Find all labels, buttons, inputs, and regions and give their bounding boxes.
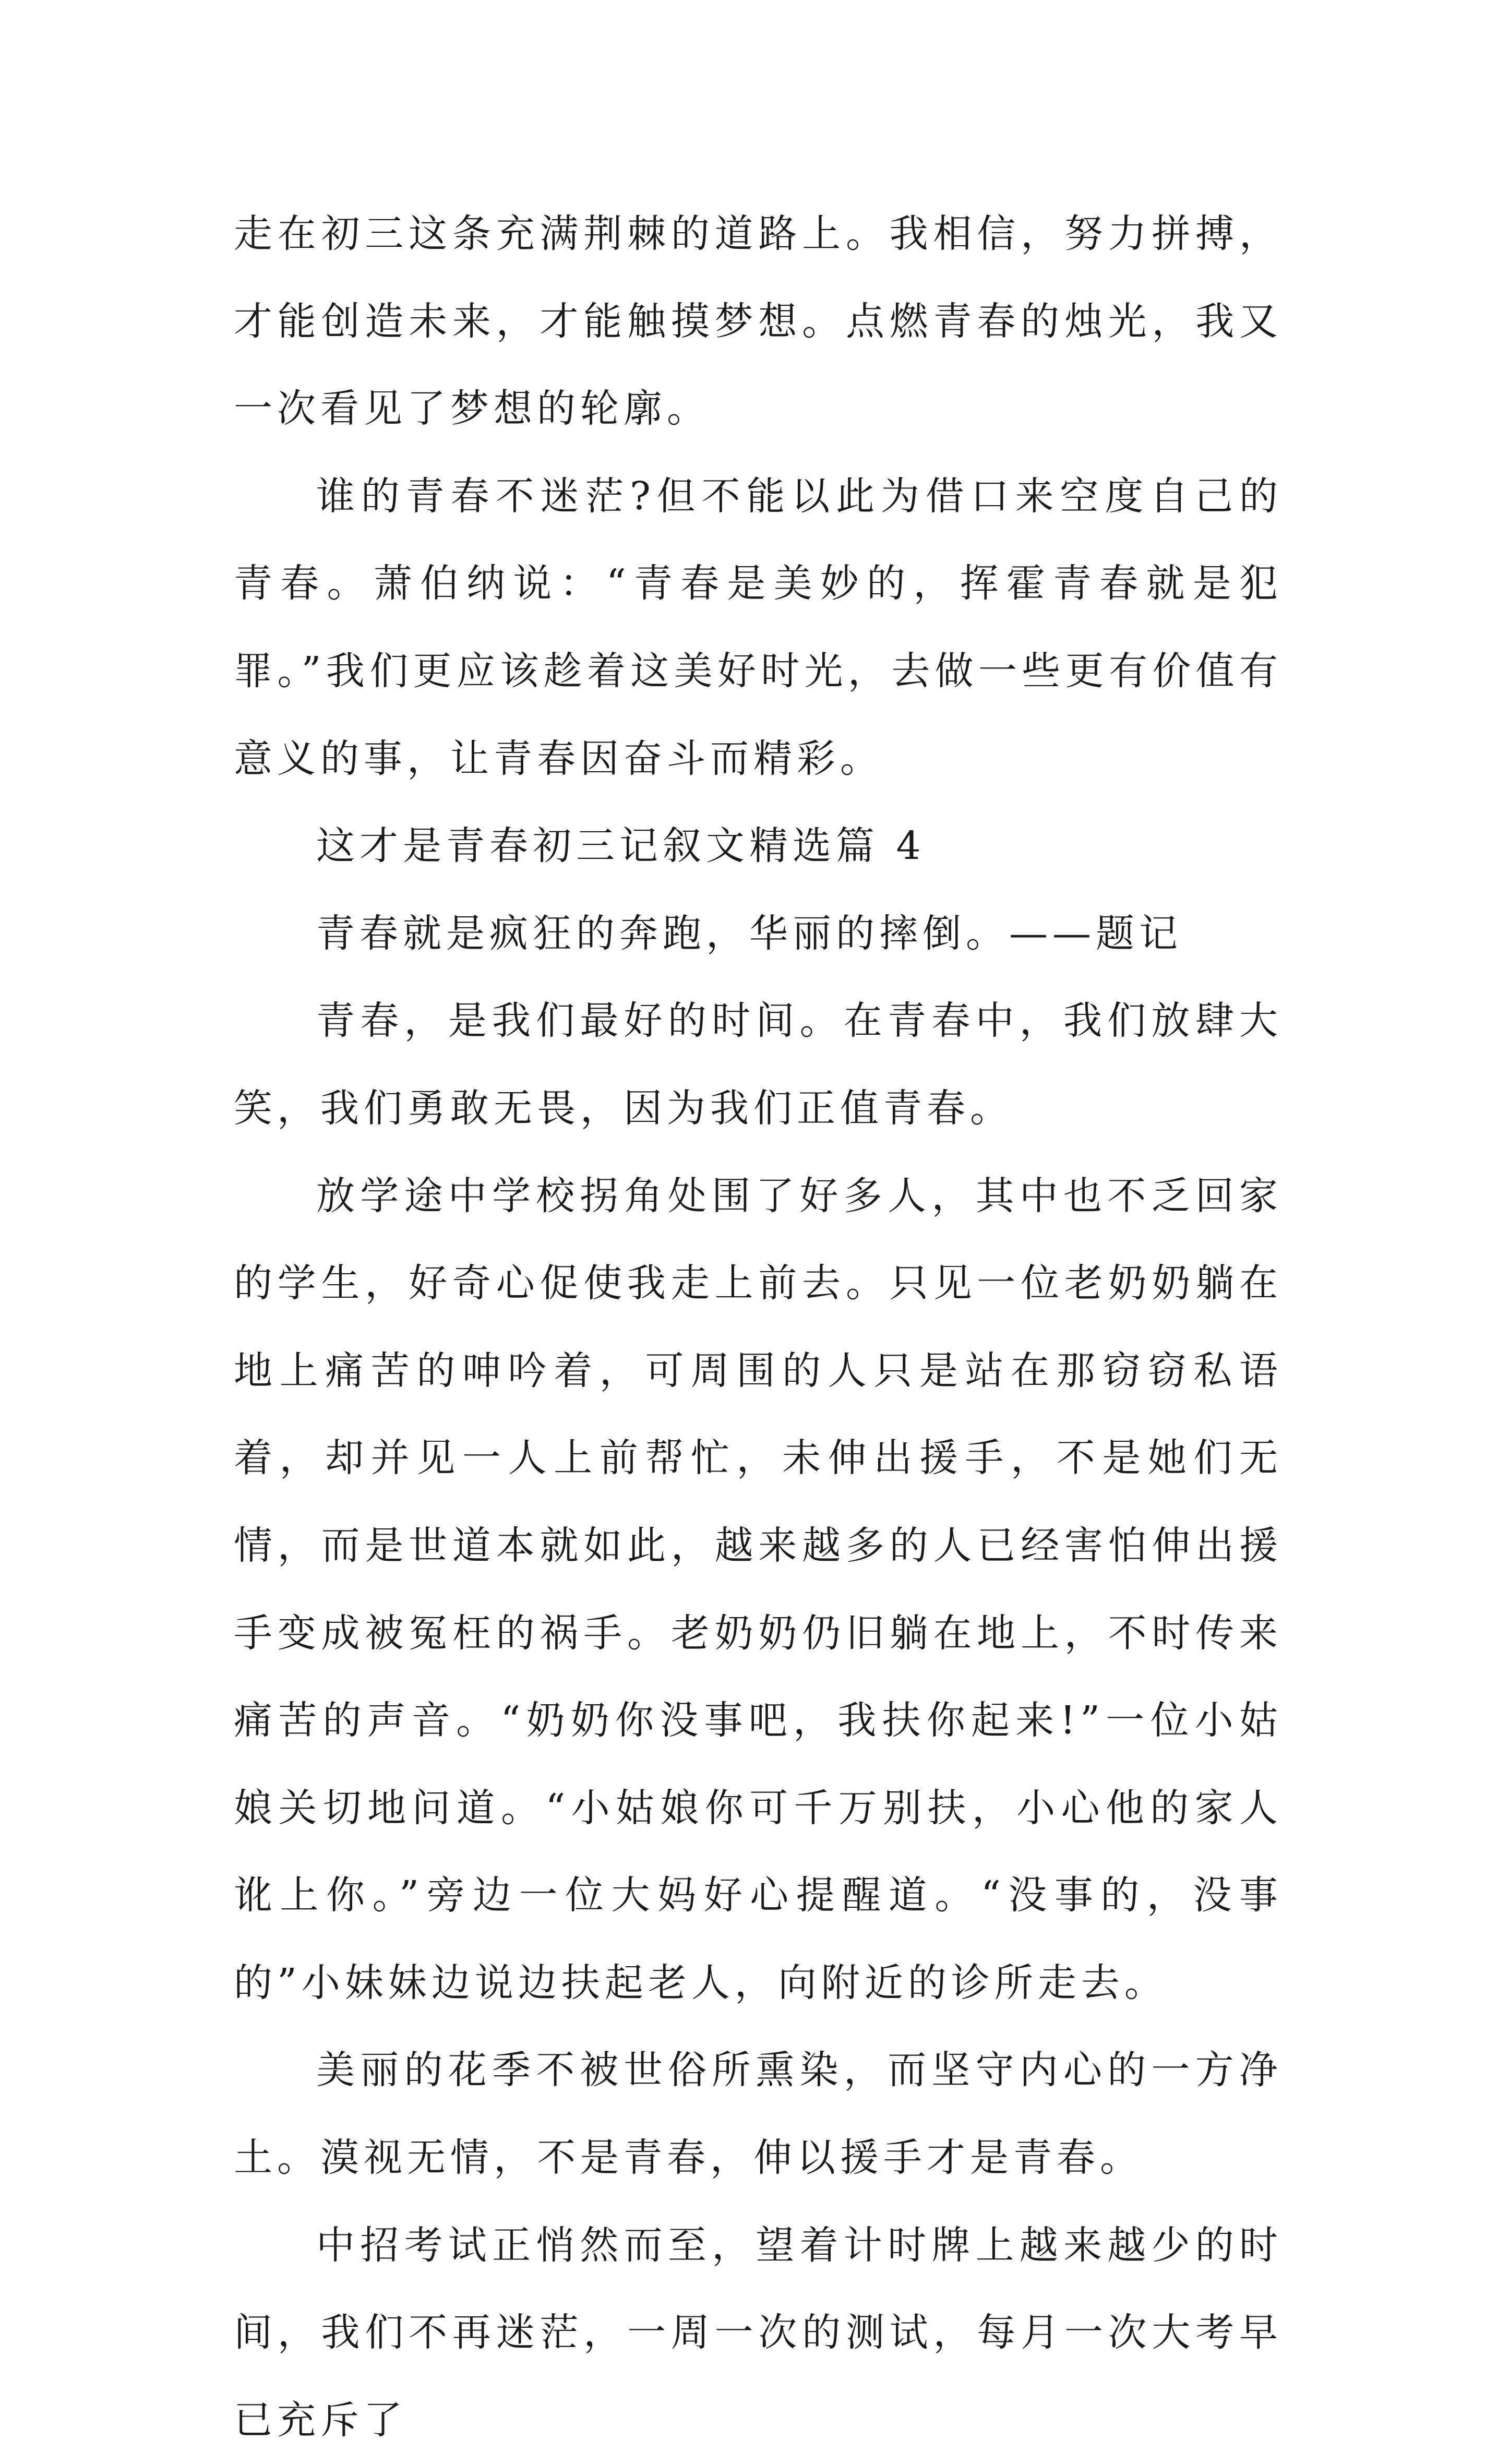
paragraph: 中招考试正悄然而至，望着计时牌上越来越少的时间，我们不再迷茫，一周一次的测试，每月一次大考早已充斥了 — [234, 2222, 1283, 2443]
paragraph: 青春，是我们最好的时间。在青春中，我们放肆大笑，我们勇敢无畏，因为我们正值青春。 — [234, 998, 1283, 1131]
paragraph: 放学途中学校拐角处围了好多人，其中也不乏回家的学生，好奇心促使我走上前去。只见一位老奶奶躺在地上痛苦的呻吟着，可周围的人只是站在那窃窃私语着，却并见一人上前帮忙，未伸出援手，不是她们无情，而是世道本就如此，越来越多的人已经害怕伸出援手变成被冤枉的祸手。老奶奶仍旧躺在地上，不时传来痛苦的声音。“奶奶你没事吧，我扶你起来!”一位小姑娘关切地问道。“小姑娘你可千万别扶，小心他的家人讹上你。”旁边一位大妈好心提醒道。“没事的，没事的”小妹妹边说边扶起老人，向附近的诊所走去。 — [234, 1173, 1283, 2005]
paragraph: 美丽的花季不被世俗所熏染，而坚守内心的一方净土。漠视无情，不是青春，伸以援手才是青春。 — [234, 2048, 1283, 2181]
paragraph: 走在初三这条充满荆棘的道路上。我相信，努力拼搏，才能创造未来，才能触摸梦想。点燃青春的烛光，我又一次看见了梦想的轮廓。 — [234, 211, 1283, 432]
section-heading: 这才是青春初三记叙文精选篇 4 — [316, 823, 926, 869]
paragraph: 谁的青春不迷茫?但不能以此为借口来空度自己的青春。萧伯纳说：“青春是美妙的，挥霍青春就是犯罪。”我们更应该趁着这美好时光，去做一些更有价值有意义的事，让青春因奋斗而精彩。 — [234, 473, 1283, 781]
paragraph-epigraph: 青春就是疯狂的奔跑，华丽的摔倒。——题记 — [316, 911, 1182, 956]
document-body — [234, 190, 1283, 2464]
